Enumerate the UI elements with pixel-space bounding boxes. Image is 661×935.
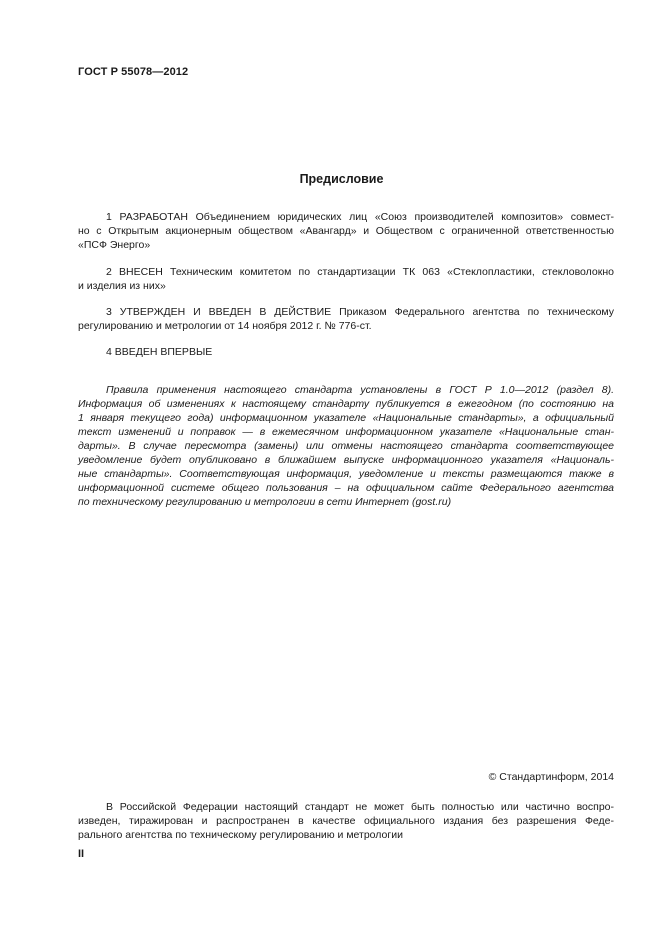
document-code-header: ГОСТ Р 55078—2012 (78, 66, 189, 78)
notice-line: Информация об изменениях к настоящему стандарту публикуется в ежегодном (по состоянию на (78, 398, 614, 410)
notice-line: уведомление будет опубликовано в ближайшем выпуске информационного указателя «Националь- (78, 454, 614, 466)
notice-line: дарты». В случае пересмотра (замены) или отмены настоящего стандарта соответствующее (78, 440, 614, 452)
rights-line: изведен, тиражирован и распространен в качестве официального издания без разрешения Феде- (78, 815, 614, 827)
item-line: 3 УТВЕРЖДЕН И ВВЕДЕН В ДЕЙСТВИЕ Приказом Федерального агентства по техническому (106, 306, 614, 318)
foreword-item-2 (78, 265, 614, 293)
foreword-title-text: Предисловие (299, 172, 384, 186)
application-notice (78, 383, 614, 509)
notice-line: текст изменений и поправок — в ежемесячном информационном указателе «Национальные стан- (78, 426, 614, 438)
notice-line: ные стандарты». Соответствующая информация, уведомление и тексты размещаются также в (78, 468, 614, 480)
foreword-item-3 (78, 305, 614, 333)
item-line: «ПСФ Энерго» (78, 239, 151, 251)
item-line: 4 ВВЕДЕН ВПЕРВЫЕ (106, 346, 213, 358)
notice-line: по техническому регулированию и метрологии в сети Интернет (gost.ru) (78, 496, 452, 508)
rights-line: рального агентства по техническому регулированию и метрологии (78, 829, 403, 841)
rights-line: В Российской Федерации настоящий стандарт не может быть полностью или частично воспро- (106, 801, 614, 813)
notice-line: 1 января текущего года) информационном указателе «Национальные стандарты», а официальный (78, 412, 614, 424)
notice-line: информационной системе общего пользования – на официальном сайте Федерального агентства (78, 482, 614, 494)
notice-line: Правила применения настоящего стандарта установлены в ГОСТ Р 1.0—2012 (раздел 8). (106, 384, 614, 396)
item-line: регулированию и метрологии от 14 ноября 2012 г. № 776-ст. (78, 320, 372, 332)
page-number: II (78, 848, 85, 860)
reproduction-rights-notice (78, 800, 614, 842)
copyright-notice: © Стандартинформ, 2014 (488, 771, 614, 783)
item-line: и изделия из них» (78, 280, 166, 292)
item-line: но с Открытым акционерным обществом «Авангард» и Обществом с ограниченной ответственностью (78, 225, 614, 237)
foreword-title (0, 172, 661, 186)
foreword-item-4 (78, 345, 614, 359)
item-line: 2 ВНЕСЕН Техническим комитетом по стандартизации ТК 063 «Стеклопластики, стекловолокно (106, 266, 614, 278)
foreword-item-1 (78, 210, 614, 252)
item-line: 1 РАЗРАБОТАН Объединением юридических лиц «Союз производителей композитов» совмест- (106, 211, 614, 223)
